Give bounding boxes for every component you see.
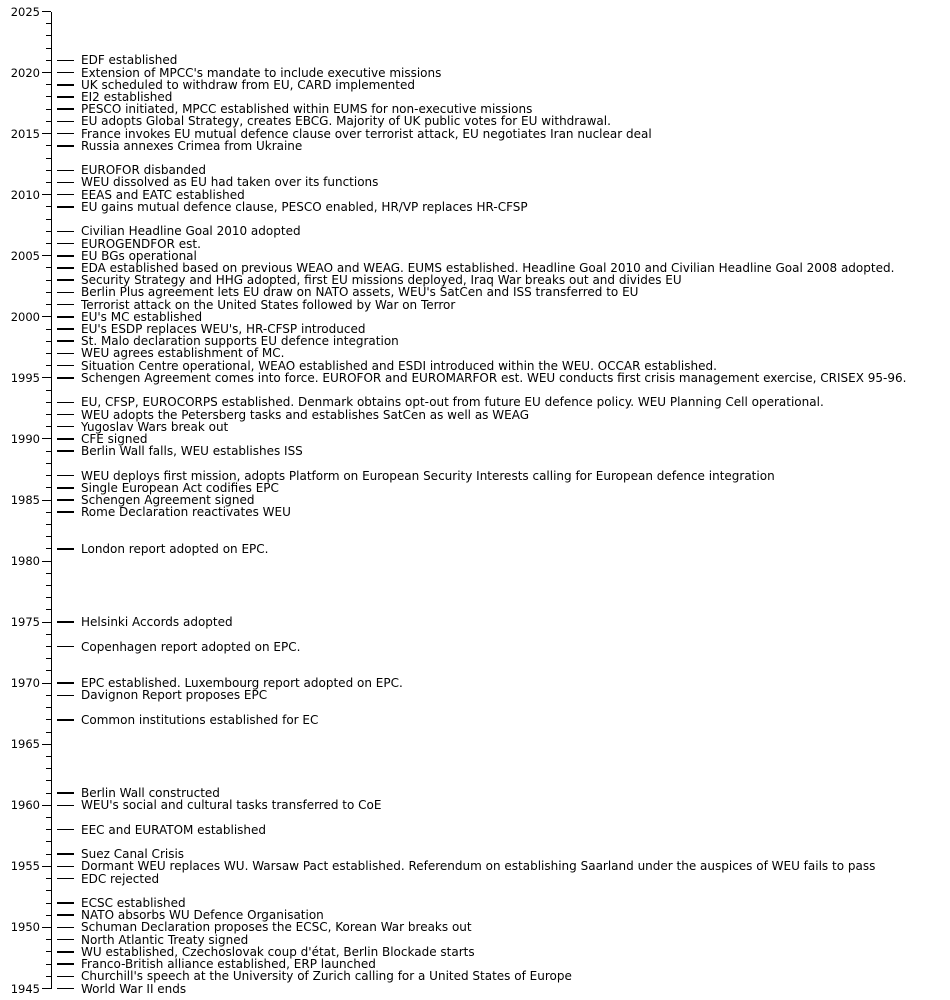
event-tick-2009: [57, 206, 74, 208]
minor-axis-tick-1997: [46, 353, 51, 354]
event-tick-2005: [57, 255, 74, 257]
major-axis-tick-1960: [42, 805, 51, 806]
minor-axis-tick-1991: [46, 426, 51, 427]
year-tick-label-1990: 1990: [10, 431, 40, 446]
minor-axis-tick-2004: [46, 267, 51, 268]
event-label-1950: Schuman Declaration proposes the ECSC, Korean War breaks out: [81, 920, 472, 935]
year-tick-label-2005: 2005: [10, 248, 40, 263]
event-tick-1989: [57, 450, 74, 452]
event-tick-1997: [57, 353, 74, 355]
event-tick-2016: [57, 121, 74, 123]
event-tick-1986: [57, 487, 74, 489]
event-tick-2014: [57, 145, 74, 147]
event-label-2014: Russia annexes Crimea from Ukraine: [81, 138, 303, 153]
year-tick-label-1960: 1960: [10, 798, 40, 813]
event-label-2001: Terrorist attack on the United States followed by War on Terror: [81, 297, 456, 312]
minor-axis-tick-2016: [46, 121, 51, 122]
minor-axis-tick-1992: [46, 414, 51, 415]
minor-axis-tick-1962: [46, 780, 51, 781]
major-axis-tick-1965: [42, 744, 51, 745]
event-label-2005: EU BGs operational: [81, 248, 197, 263]
event-label-1975: Helsinki Accords adopted: [81, 615, 233, 630]
y-axis-line: [51, 12, 52, 989]
event-label-2009: EU gains mutual defence clause, PESCO enabled, HR/VP replaces HR-CFSP: [81, 199, 528, 214]
minor-axis-tick-1982: [46, 536, 51, 537]
event-tick-1946: [57, 976, 74, 978]
major-axis-tick-1945: [42, 988, 51, 989]
event-label-1993: EU, CFSP, EUROCORPS established. Denmark obtains opt-out from future EU defence policy. WEU Planning Cell operational.: [81, 395, 824, 410]
major-axis-tick-2025: [42, 11, 51, 12]
event-tick-2007: [57, 231, 74, 233]
event-label-2003: Security Strategy and HHG adopted, first EU missions deployed, Iraq War breaks out and divides EU: [81, 273, 682, 288]
minor-axis-tick-1954: [46, 878, 51, 879]
minor-axis-tick-2014: [46, 145, 51, 146]
minor-axis-tick-1972: [46, 658, 51, 659]
minor-axis-tick-1963: [46, 768, 51, 769]
minor-axis-tick-1993: [46, 402, 51, 403]
event-tick-1951: [57, 914, 74, 916]
year-tick-label-1965: 1965: [10, 737, 40, 752]
event-label-1970: EPC established. Luxembourg report adopted on EPC.: [81, 676, 403, 691]
event-label-2018: EI2 established: [81, 89, 173, 104]
minor-axis-tick-2012: [46, 170, 51, 171]
event-label-2000: EU's MC established: [81, 309, 203, 324]
minor-axis-tick-1948: [46, 951, 51, 952]
event-tick-1993: [57, 402, 74, 404]
event-label-2007: Civilian Headline Goal 2010 adopted: [81, 224, 301, 239]
event-tick-1984: [57, 511, 74, 513]
minor-axis-tick-2019: [46, 84, 51, 85]
year-tick-label-2010: 2010: [10, 187, 40, 202]
minor-axis-tick-1971: [46, 670, 51, 671]
minor-axis-tick-2008: [46, 219, 51, 220]
event-label-1995: Schengen Agreement comes into force. EUROFOR and EUROMARFOR est. WEU conducts first crisis management exercise, CRISEX 95-96.: [81, 370, 907, 385]
event-tick-2000: [57, 316, 74, 318]
minor-axis-tick-1984: [46, 512, 51, 513]
event-label-2020: Extension of MPCC's mandate to include executive missions: [81, 65, 442, 80]
event-tick-1948: [57, 951, 74, 953]
event-label-1997: WEU agrees establishment of MC.: [81, 346, 285, 361]
minor-axis-tick-1977: [46, 597, 51, 598]
minor-axis-tick-1983: [46, 524, 51, 525]
event-tick-1996: [57, 365, 74, 367]
event-tick-1949: [57, 939, 74, 941]
event-label-1949: North Atlantic Treaty signed: [81, 932, 249, 947]
minor-axis-tick-2018: [46, 96, 51, 97]
event-label-1948: WU established, Czechoslovak coup d'état, Berlin Blockade starts: [81, 944, 475, 959]
minor-axis-tick-1979: [46, 573, 51, 574]
event-tick-2002: [57, 292, 74, 294]
major-axis-tick-1975: [42, 622, 51, 623]
event-tick-1960: [57, 805, 74, 807]
event-label-1961: Berlin Wall constructed: [81, 786, 220, 801]
event-label-1952: ECSC established: [81, 896, 186, 910]
minor-axis-tick-1967: [46, 719, 51, 720]
year-tick-label-1955: 1955: [10, 859, 40, 874]
event-tick-2003: [57, 279, 74, 281]
minor-axis-tick-2009: [46, 206, 51, 207]
event-tick-2019: [57, 84, 74, 86]
event-tick-1973: [57, 646, 74, 648]
event-tick-2001: [57, 304, 74, 306]
year-tick-label-1950: 1950: [10, 920, 40, 935]
event-tick-1990: [57, 438, 74, 440]
event-label-2004: EDA established based on previous WEAO and WEAG. EUMS established. Headline Goal 2010 and Civilian Headline Goal 2008 adopted.: [81, 260, 895, 275]
year-tick-label-2015: 2015: [10, 126, 40, 141]
minor-axis-tick-1987: [46, 475, 51, 476]
minor-axis-tick-2013: [46, 158, 51, 159]
minor-axis-tick-1964: [46, 756, 51, 757]
event-tick-1999: [57, 328, 74, 330]
minor-axis-tick-1999: [46, 329, 51, 330]
minor-axis-tick-1953: [46, 890, 51, 891]
minor-axis-tick-1994: [46, 390, 51, 391]
event-label-1999: EU's ESDP replaces WEU's, HR-CFSP introduced: [81, 322, 366, 337]
event-tick-1995: [57, 377, 74, 379]
event-label-1987: WEU deploys first mission, adopts Platform on European Security Interests calling for European defence integration: [81, 468, 775, 483]
event-tick-1954: [57, 878, 74, 880]
minor-axis-tick-1976: [46, 609, 51, 610]
minor-axis-tick-1947: [46, 964, 51, 965]
year-tick-label-1980: 1980: [10, 554, 40, 569]
event-label-1989: Berlin Wall falls, WEU establishes ISS: [81, 444, 303, 459]
minor-axis-tick-1949: [46, 939, 51, 940]
event-tick-1970: [57, 682, 74, 684]
event-tick-2018: [57, 96, 74, 98]
event-label-1945: World War II ends: [81, 981, 187, 996]
event-label-1986: Single European Act codifies EPC: [81, 480, 279, 495]
minor-axis-tick-2003: [46, 280, 51, 281]
minor-axis-tick-1958: [46, 829, 51, 830]
event-tick-2020: [57, 72, 74, 74]
event-label-2010: EEAS and EATC established: [81, 187, 245, 202]
year-tick-label-1975: 1975: [10, 615, 40, 630]
minor-axis-tick-1968: [46, 707, 51, 708]
minor-axis-tick-1969: [46, 695, 51, 696]
minor-axis-tick-2001: [46, 304, 51, 305]
event-label-1956: Suez Canal Crisis: [81, 847, 185, 862]
event-tick-1961: [57, 792, 74, 794]
minor-axis-tick-1998: [46, 341, 51, 342]
event-label-2011: WEU dissolved as EU had taken over its functions: [81, 175, 379, 190]
event-label-2016: EU adopts Global Strategy, creates EBCG. Majority of UK public votes for EU withdrawal.: [81, 114, 611, 129]
minor-axis-tick-1966: [46, 732, 51, 733]
major-axis-tick-2005: [42, 255, 51, 256]
event-label-1981: London report adopted on EPC.: [81, 541, 269, 556]
minor-axis-tick-2011: [46, 182, 51, 183]
event-label-1996: Situation Centre operational, WEAO established and ESDI introduced within the WEU. OCCAR established.: [81, 358, 717, 373]
event-label-1991: Yugoslav Wars break out: [81, 419, 229, 434]
event-tick-1955: [57, 866, 74, 868]
event-label-2019: UK scheduled to withdraw from EU, CARD implemented: [81, 77, 415, 92]
year-tick-label-2025: 2025: [10, 4, 40, 19]
event-tick-1987: [57, 475, 74, 477]
event-label-2006: EUROGENDFOR est.: [81, 236, 201, 251]
major-axis-tick-2020: [42, 72, 51, 73]
year-tick-label-1985: 1985: [10, 493, 40, 507]
major-axis-tick-1950: [42, 927, 51, 928]
event-tick-2021: [57, 60, 74, 62]
minor-axis-tick-1973: [46, 646, 51, 647]
event-tick-2011: [57, 182, 74, 184]
minor-axis-tick-1981: [46, 548, 51, 549]
minor-axis-tick-2024: [46, 23, 51, 24]
event-tick-2017: [57, 108, 74, 110]
minor-axis-tick-1974: [46, 634, 51, 635]
event-label-2017: PESCO initiated, MPCC established within EUMS for non-executive missions: [81, 102, 533, 117]
major-axis-tick-1980: [42, 561, 51, 562]
event-label-1960: WEU's social and cultural tasks transferred to CoE: [81, 798, 382, 813]
minor-axis-tick-1951: [46, 915, 51, 916]
event-tick-2004: [57, 267, 74, 269]
event-tick-1956: [57, 853, 74, 855]
year-tick-label-1945: 1945: [10, 981, 40, 996]
event-tick-1975: [57, 621, 74, 623]
event-label-1998: St. Malo declaration supports EU defence integration: [81, 334, 399, 349]
minor-axis-tick-2002: [46, 292, 51, 293]
major-axis-tick-1970: [42, 683, 51, 684]
event-tick-1998: [57, 340, 74, 342]
event-label-2002: Berlin Plus agreement lets EU draw on NATO assets, WEU's SatCen and ISS transferred to EU: [81, 285, 639, 300]
minor-axis-tick-1956: [46, 854, 51, 855]
minor-axis-tick-1988: [46, 463, 51, 464]
event-label-1992: WEU adopts the Petersberg tasks and establishes SatCen as well as WEAG: [81, 407, 529, 422]
event-tick-2010: [57, 194, 74, 196]
event-tick-1992: [57, 414, 74, 416]
year-tick-label-2020: 2020: [10, 65, 40, 80]
event-label-1984: Rome Declaration reactivates WEU: [81, 505, 291, 520]
minor-axis-tick-1989: [46, 451, 51, 452]
minor-axis-tick-1946: [46, 976, 51, 977]
major-axis-tick-1985: [42, 500, 51, 501]
major-axis-tick-1995: [42, 377, 51, 378]
minor-axis-tick-2006: [46, 243, 51, 244]
event-tick-1969: [57, 695, 74, 697]
major-axis-tick-2010: [42, 194, 51, 195]
major-axis-tick-1990: [42, 438, 51, 439]
minor-axis-tick-1952: [46, 903, 51, 904]
event-label-1967: Common institutions established for EC: [81, 712, 319, 727]
event-label-2021: EDF established: [81, 53, 178, 68]
minor-axis-tick-1978: [46, 585, 51, 586]
event-tick-2015: [57, 133, 74, 135]
year-tick-label-1970: 1970: [10, 676, 40, 691]
major-axis-tick-2015: [42, 133, 51, 134]
event-label-2012: EUROFOR disbanded: [81, 163, 207, 178]
year-tick-label-1995: 1995: [10, 370, 40, 385]
minor-axis-tick-2021: [46, 60, 51, 61]
event-label-1990: CFE signed: [81, 431, 148, 446]
event-tick-1947: [57, 963, 74, 965]
minor-axis-tick-1957: [46, 841, 51, 842]
event-tick-1981: [57, 548, 74, 550]
event-label-1951: NATO absorbs WU Defence Organisation: [81, 908, 324, 923]
event-tick-1985: [57, 499, 74, 501]
minor-axis-tick-2023: [46, 35, 51, 36]
event-tick-1958: [57, 829, 74, 831]
event-label-1955: Dormant WEU replaces WU. Warsaw Pact established. Referendum on establishing Saarland under the auspices of WEU fails to pass: [81, 859, 876, 874]
minor-axis-tick-1959: [46, 817, 51, 818]
event-label-1985: Schengen Agreement signed: [81, 493, 255, 507]
minor-axis-tick-2007: [46, 231, 51, 232]
event-label-1973: Copenhagen report adopted on EPC.: [81, 639, 301, 654]
minor-axis-tick-1986: [46, 487, 51, 488]
minor-axis-tick-2022: [46, 48, 51, 49]
event-tick-2006: [57, 243, 74, 245]
minor-axis-tick-2017: [46, 109, 51, 110]
event-tick-1952: [57, 902, 74, 904]
event-label-1954: EDC rejected: [81, 871, 160, 886]
major-axis-tick-2000: [42, 316, 51, 317]
event-label-1958: EEC and EURATOM established: [81, 822, 267, 837]
year-tick-label-2000: 2000: [10, 309, 40, 324]
minor-axis-tick-1961: [46, 793, 51, 794]
major-axis-tick-1955: [42, 866, 51, 867]
event-label-1946: Churchill's speech at the University of Zurich calling for a United States of Europe: [81, 969, 572, 984]
event-label-1947: Franco-British alliance established, ERP launched: [81, 957, 376, 972]
event-tick-2012: [57, 170, 74, 172]
minor-axis-tick-1996: [46, 365, 51, 366]
event-label-2015: France invokes EU mutual defence clause over terrorist attack, EU negotiates Iran nuclear deal: [81, 126, 652, 141]
event-tick-1945: [57, 988, 74, 990]
event-tick-1967: [57, 719, 74, 721]
event-tick-1950: [57, 927, 74, 929]
event-tick-1991: [57, 426, 74, 428]
event-label-1969: Davignon Report proposes EPC: [81, 688, 268, 703]
